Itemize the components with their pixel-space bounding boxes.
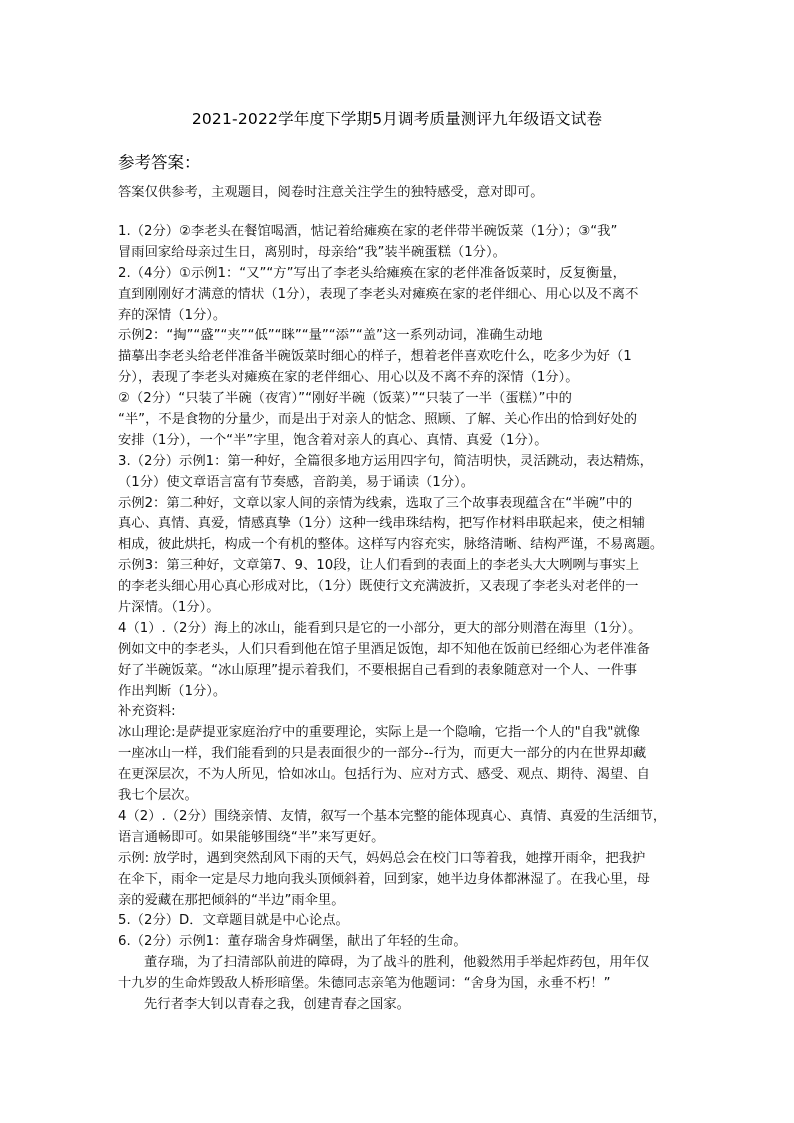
answer-line: 分），表现了李老头对瘫痪在家的老伴细心、用心以及不离不弃的深情（1分）。 — [118, 370, 579, 386]
answer-line: 我七个层次。 — [118, 788, 198, 804]
answer-line: “半”，不是食物的分量少，而是出于对亲人的惦念、照顾、了解、关心作出的恰到好处的 — [118, 412, 638, 428]
answer-line: 补充资料: — [118, 704, 176, 720]
answer-line: 示例2：“掏”“盛”“夹”“低”“眯”“量”“添”“盖”这一系列动词，准确生动地 — [118, 328, 543, 344]
answer-line: ②（2分）“只装了半碗（夜宵）”“刚好半碗（饭菜）”“只装了一半（蛋糕）”中的 — [118, 391, 572, 407]
answer-line: 描摹出李老头给老伴准备半碗饭菜时细心的样子，想着老伴喜欢吃什么，吃多少为好（1 — [118, 349, 632, 365]
answer-line: 安排（1分），一个“半”字里，饱含着对亲人的真心、真情、真爱（1分）。 — [118, 432, 548, 448]
answer-line: 十九岁的生命炸毁敌人桥形暗堡。朱德同志亲笔为他题词：“舍身为国，永垂不朽！” — [118, 976, 611, 992]
answer-line: 弃的深情（1分）。 — [118, 307, 227, 323]
answer-line: 示例3：第三种好，文章第7、9、10段，让人们看到的表面上的李老头大大咧咧与事实上 — [118, 558, 639, 574]
answer-body — [118, 222, 678, 1016]
answer-line: 董存瑞，为了扫清部队前进的障碍，为了战斗的胜利，他毅然用手举起炸药包，用年仅 — [144, 955, 650, 971]
answer-line: 示例: 放学时，遇到突然刮风下雨的天气，妈妈总会在校门口等着我，她撑开雨伞，把我护 — [118, 850, 646, 866]
answer-line: 作出判断（1分）。 — [118, 683, 227, 699]
answer-line: 4（1）.（2分）海上的冰山，能看到只是它的一小部分，更大的部分则潜在海里（1分）。 — [118, 620, 642, 636]
answer-line: 冰山理论:是萨提亚家庭治疗中的重要理论，实际上是一个隐喻，它指一个人的"自我"就像 — [118, 725, 640, 741]
answer-line: 语言通畅即可。如果能够围绕“半”来写更好。 — [118, 829, 385, 845]
answer-line: 示例2：第二种好，文章以家人间的亲情为线索，选取了三个故事表现蕴含在“半碗”中的 — [118, 495, 633, 511]
answer-line: 真心、真情、真爱，情感真挚（1分）这种一线串珠结构，把写作材料串联起来，使之相辅 — [118, 516, 646, 532]
answer-line: 在伞下，雨伞一定是尽力地向我头顶倾斜着，回到家，她半边身体都淋湿了。在我心里，母 — [118, 871, 650, 887]
answer-line: 的李老头细心用心真心形成对比，（1分）既使行文充满波折，又表现了李老头对老伴的一 — [118, 579, 639, 595]
answer-line: 5.（2分）D．文章题目就是中心论点。 — [118, 913, 349, 929]
answer-line: 在更深层次，不为人所见，恰如冰山。包括行为、应对方式、感受、观点、期待、渴望、自 — [118, 767, 650, 783]
answer-line: 先行者李大钊以青春之我，创建青春之国家。 — [144, 996, 410, 1012]
grading-note: 答案仅供参考，主观题目，阅卷时注意关注学生的独特感受，意对即可。 — [118, 185, 544, 200]
answer-line: 例如文中的李老头，人们只看到他在馆子里酒足饭饱，却不知他在饭前已经细心为老伴准备 — [118, 641, 650, 657]
answer-line: （1分）使文章语言富有节奏感，音韵美，易于诵读（1分）。 — [118, 474, 474, 490]
answer-line: 冒雨回家给母亲过生日，离别时，母亲给“我”装半碗蛋糕（1分）。 — [118, 244, 506, 260]
answer-line: 相成，彼此烘托，构成一个有机的整体。这样写内容充实，脉络清晰、结构严谨，不易离题。 — [118, 537, 664, 553]
answer-line: 1.（2分）②李老头在餐馆喝酒，惦记着给瘫痪在家的老伴带半碗饭菜（1分）；③“我” — [118, 224, 618, 239]
answer-line: 4（2）.（2分）围绕亲情、友情，叙写一个基本完整的能体现真心、真情、真爱的生活细节， — [118, 808, 667, 824]
answer-line: 好了半碗饭菜。“冰山原理”提示着我们，不要根据自己看到的表象随意对一个人、一件事 — [118, 662, 638, 678]
answer-line: 3.（2分）示例1：第一种好，全篇很多地方运用四字句，简洁明快，灵活跳动，表达精炼， — [118, 453, 653, 469]
answer-line: 6.（2分）示例1：董存瑞舍身炸碉堡，献出了年轻的生命。 — [118, 934, 467, 950]
answer-line: 亲的爱藏在那把倾斜的“半边”雨伞里。 — [118, 892, 345, 908]
document-title: 2021-2022学年度下学期5月调考质量测评九年级语文试卷 — [191, 110, 603, 128]
section-heading: 参考答案： — [118, 153, 201, 172]
answer-line: 直到刚刚好才满意的情状（1分），表现了李老头对瘫痪在家的老伴细心、用心以及不离不 — [118, 286, 639, 302]
answer-line: 2.（4分）①示例1：“又”“方”写出了李老头给瘫痪在家的老伴准备饭菜时，反复衡量， — [118, 265, 626, 281]
answer-line: 一座冰山一样，我们能看到的只是表面很少的一部分--行为，而更大一部分的内在世界却藏 — [118, 746, 647, 762]
answer-line: 片深情。（1分）。 — [118, 600, 220, 616]
